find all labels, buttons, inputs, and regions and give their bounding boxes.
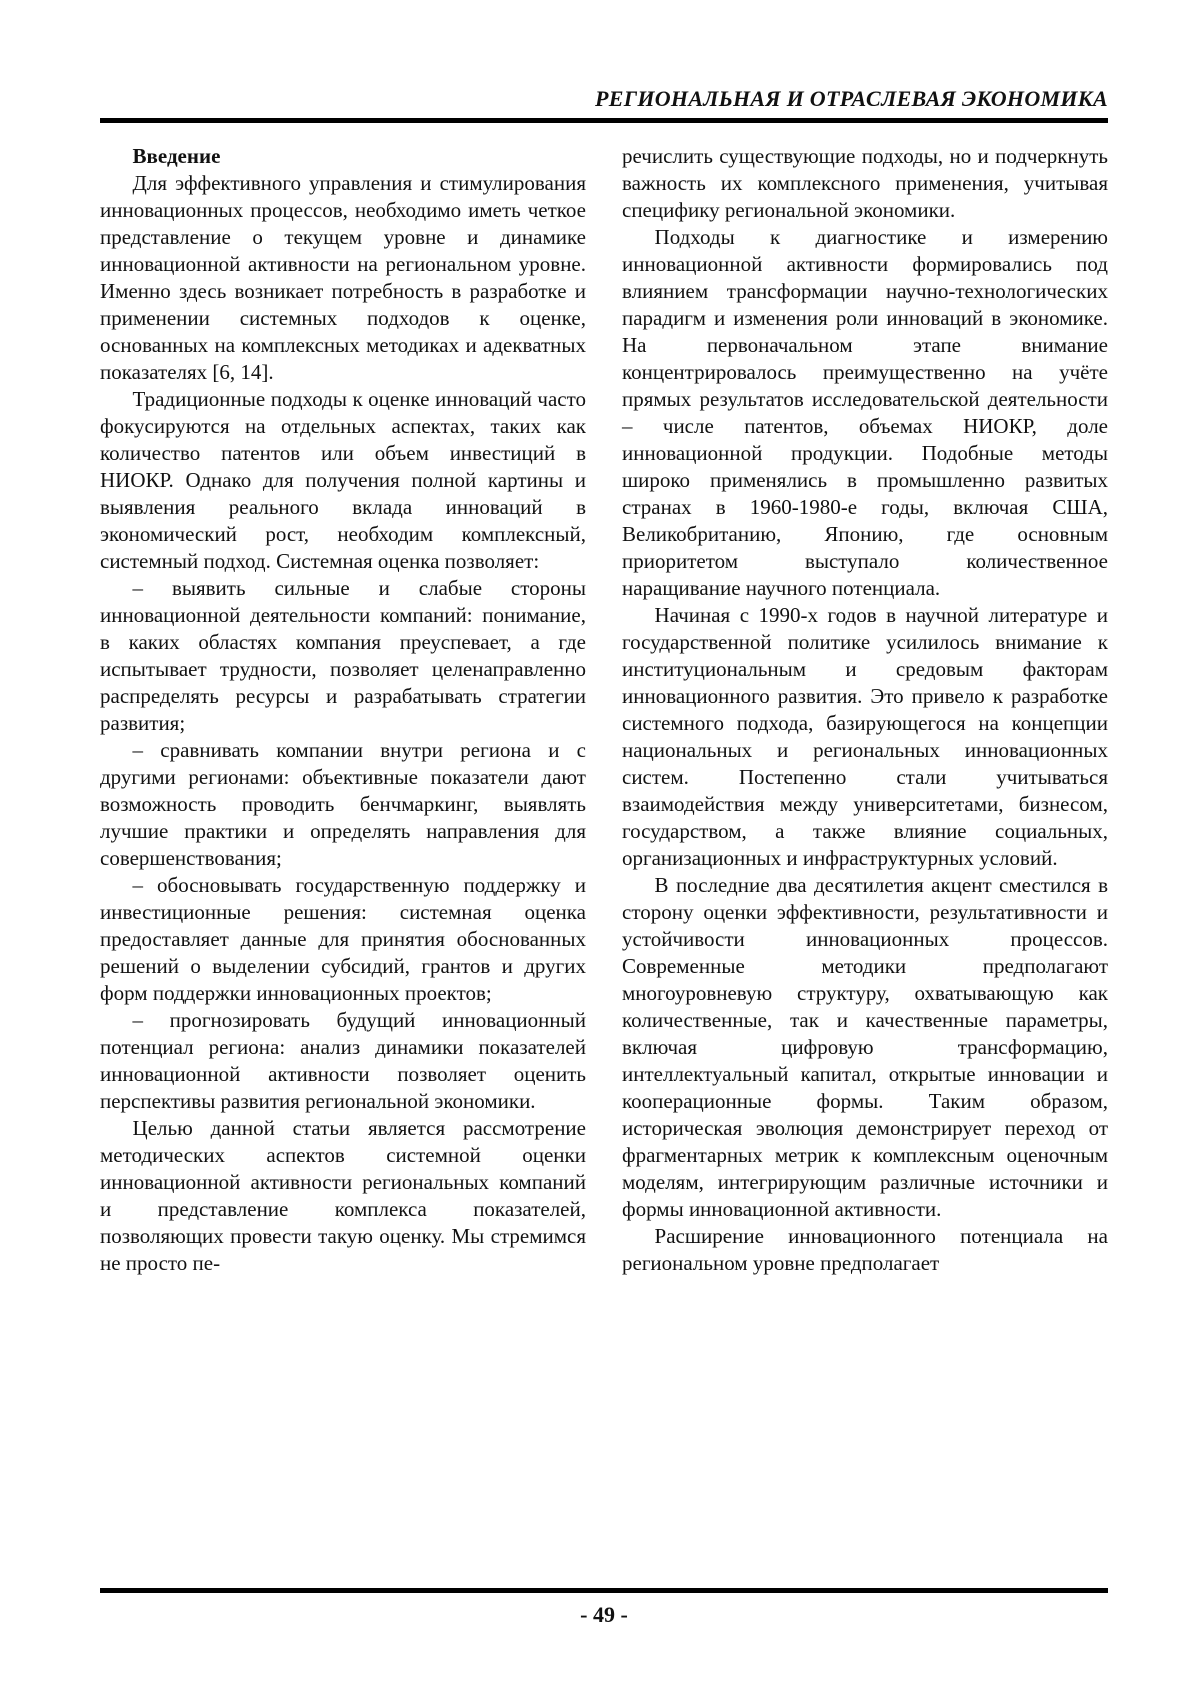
- paragraph: Подходы к диагностике и измерению инновационной активности формировались под влиянием трансформации научно-технологических парадигм и изменения роли инноваций в экономике. На первоначальном этапе внимание концентрировалось преимущественно на учёте прямых результатов исследовательской деятельности – числе патентов, объемах НИОКР, доле инновационной продукции. Подобные методы широко применялись в промышленно развитых странах в 1960-1980-е годы, включая США, Великобританию, Японию, где основным приоритетом выступало количественное наращивание научного потенциала.: [622, 225, 1108, 600]
- footer-rule: [100, 1588, 1108, 1593]
- page-number: - 49 -: [580, 1602, 628, 1627]
- paragraph: Целью данной статьи является рассмотрение методических аспектов системной оценки инновационной активности региональных компаний и представление комплекса показателей, позволяющих провести такую оценку. Мы стремимся не просто пе-: [100, 1116, 586, 1275]
- right-column: [622, 143, 1108, 1555]
- section-heading: Введение: [132, 144, 221, 168]
- bullet-item: – прогнозировать будущий инновационный потенциал региона: анализ динамики показателей инновационной активности позволяет оценить перспективы развития региональной экономики.: [100, 1008, 586, 1113]
- two-column-body: [100, 143, 1108, 1555]
- page-content: [100, 86, 1108, 1555]
- bullet-item: – сравнивать компании внутри региона и с другими регионами: объективные показатели дают возможность проводить бенчмаркинг, выявлять лучшие практики и определять направления для совершенствования;: [100, 738, 586, 870]
- bullet-item: – выявить сильные и слабые стороны инновационной деятельности компаний: понимание, в каких областях компания преуспевает, а где испытывает трудности, позволяет целенаправленно распределять ресурсы и разрабатывать стратегии развития;: [100, 576, 586, 735]
- paragraph-continuation: речислить существующие подходы, но и подчеркнуть важность их комплексного применения, учитывая специфику региональной экономики.: [622, 144, 1108, 222]
- left-column: [100, 143, 586, 1555]
- bullet-item: – обосновывать государственную поддержку и инвестиционные решения: системная оценка предоставляет данные для принятия обоснованных решений о выделении субсидий, грантов и других форм поддержки инновационных проектов;: [100, 873, 586, 1005]
- paragraph: Расширение инновационного потенциала на региональном уровне предполагает: [622, 1224, 1108, 1275]
- running-head: РЕГИОНАЛЬНАЯ И ОТРАСЛЕВАЯ ЭКОНОМИКА: [595, 86, 1108, 111]
- paragraph: Для эффективного управления и стимулирования инновационных процессов, необходимо иметь четкое представление о текущем уровне и динамике инновационной активности на региональном уровне. Именно здесь возникает потребность в разработке и применении системных подходов к оценке, основанных на комплексных методиках и адекватных показателях [6, 14].: [100, 171, 586, 384]
- paragraph: В последние два десятилетия акцент сместился в сторону оценки эффективности, результативности и устойчивости инновационных процессов. Современные методики предполагают многоуровневую структуру, охватывающую как количественные, так и качественные параметры, включая цифровую трансформацию, интеллектуальный капитал, открытые инновации и кооперационные формы. Таким образом, историческая эволюция демонстрирует переход от фрагментарных метрик к комплексным оценочным моделям, интегрирующим различные источники и формы инновационной активности.: [622, 873, 1108, 1221]
- header-rule: [100, 118, 1108, 123]
- page-footer: [100, 1588, 1108, 1628]
- paragraph: Традиционные подходы к оценке инноваций часто фокусируются на отдельных аспектах, таких как количество патентов или объем инвестиций в НИОКР. Однако для получения полной картины и выявления реального вклада инноваций в экономический рост, необходим комплексный, системный подход. Системная оценка позволяет:: [100, 387, 586, 573]
- paragraph: Начиная с 1990-х годов в научной литературе и государственной политике усилилось внимание к институциональным и средовым факторам инновационного развития. Это привело к разработке системного подхода, базирующегося на концепции национальных и региональных инновационных систем. Постепенно стали учитываться взаимодействия между университетами, бизнесом, государством, а также влияние социальных, организационных и инфраструктурных условий.: [622, 603, 1108, 870]
